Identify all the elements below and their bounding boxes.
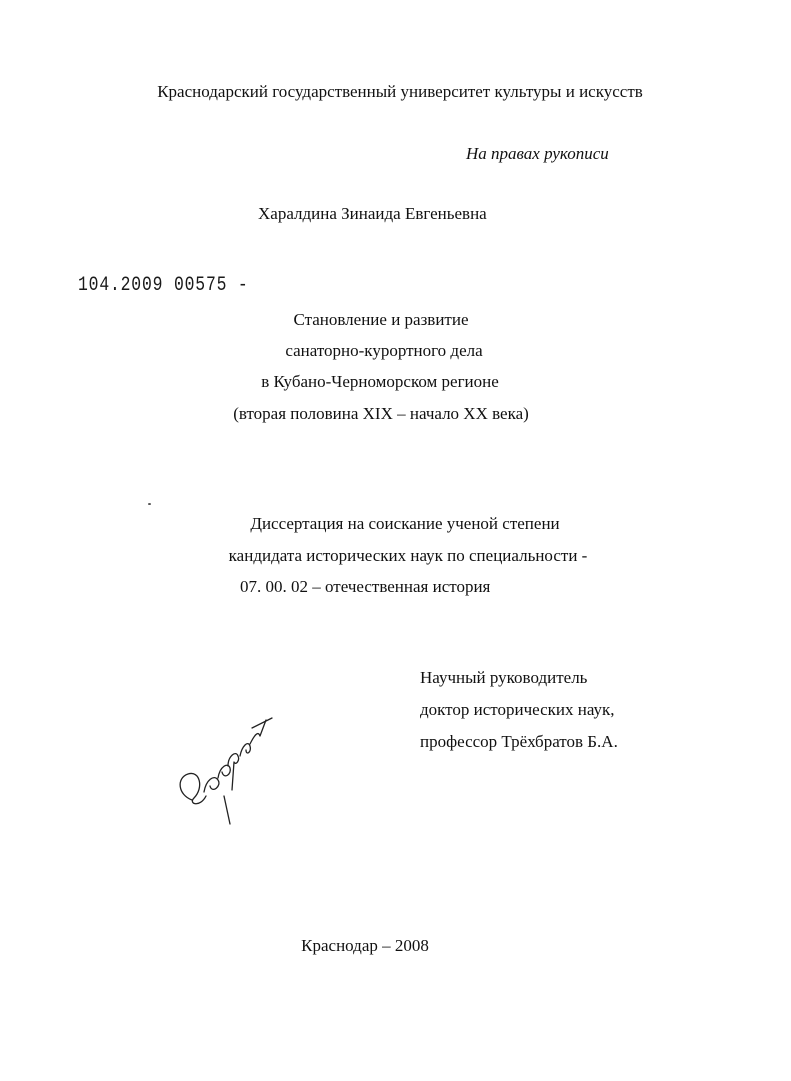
supervisor-line-3: профессор Трёхбратов Б.А.: [420, 732, 618, 751]
title-line-3: в Кубано-Черноморском регионе: [261, 372, 499, 391]
registration-stamp-number: 104.2009 00575 -: [78, 274, 249, 297]
degree-line-1: Диссертация на соискание ученой степени: [250, 514, 560, 533]
city-year: Краснодар – 2008: [301, 936, 429, 955]
institution-name: Краснодарский государственный университет культуры и искусств: [157, 82, 643, 101]
title-line-2: санаторно-курортного дела: [285, 341, 483, 360]
supervisor-line-1: Научный руководитель: [420, 668, 588, 687]
title-line-4: (вторая половина XIX – начало XX века): [233, 404, 529, 423]
scan-speck: [148, 503, 151, 505]
manuscript-note: На правах рукописи: [466, 144, 609, 163]
degree-line-2: кандидата исторических наук по специальности -: [228, 546, 588, 565]
title-line-1: Становление и развитие: [293, 310, 469, 329]
author-name: Харалдина Зинаида Евгеньевна: [258, 204, 487, 223]
degree-line-3: 07. 00. 02 – отечественная история: [240, 577, 491, 596]
supervisor-line-2: доктор исторических наук,: [420, 700, 615, 719]
handwritten-signature-icon: [170, 700, 280, 830]
